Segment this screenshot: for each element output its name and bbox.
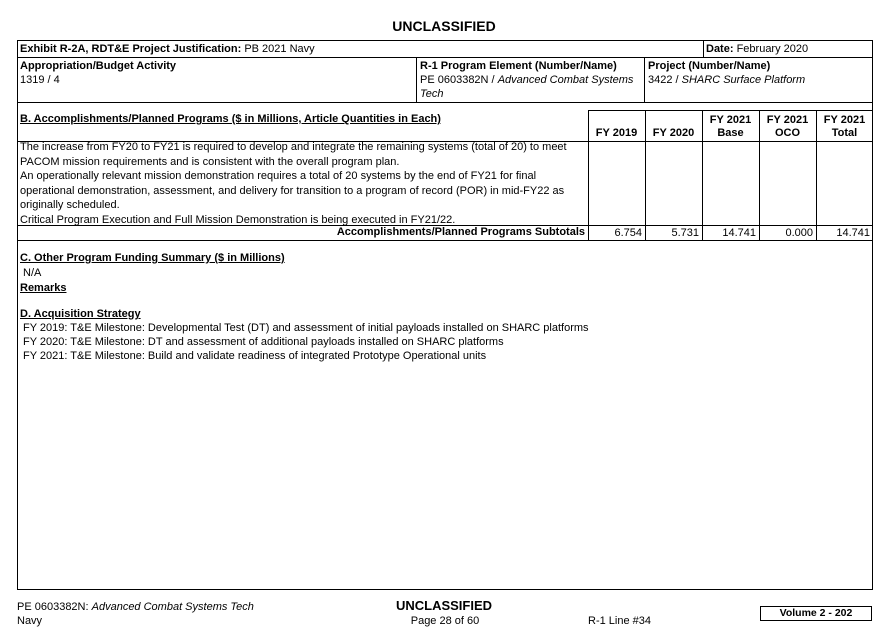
approp-value: 1319 / 4 (20, 74, 60, 86)
section-c-value: N/A (23, 267, 42, 279)
divider (17, 102, 873, 103)
col-header-fy2021-oco: FY 2021 OCO (766, 114, 809, 139)
project-name: SHARC Surface Platform (681, 74, 806, 86)
divider (17, 57, 873, 58)
project-number: 3422 / (648, 74, 679, 86)
r1-label: R-1 Program Element (Number/Name) (420, 60, 617, 72)
col-header-fy2021-base: FY 2021 Base (709, 114, 752, 139)
remarks-label: Remarks (20, 282, 67, 294)
r1-name: Advanced Combat Systems (497, 74, 634, 86)
date-value: February 2020 (736, 43, 809, 55)
section-b-title: B. Accomplishments/Planned Programs ($ in Millions, Article Quantities in Each) (20, 113, 441, 125)
r1-number: PE 0603382N / (420, 74, 495, 86)
exhibit-value: PB 2021 Navy (244, 43, 315, 55)
r1-value (420, 74, 633, 87)
approp-label: Appropriation/Budget Activity (20, 60, 177, 72)
project-value (648, 74, 805, 87)
divider (17, 240, 873, 241)
acquisition-line-fy2019: FY 2019: T&E Milestone: Developmental Test (DT) and assessment of initial payloads installed on SHARC platforms (23, 322, 589, 334)
footer-pe-name: Advanced Combat Systems Tech (91, 601, 254, 613)
divider (416, 57, 417, 102)
accomplishments-description: The increase from FY20 to FY21 is required to develop and integrate the remaining systems (total of 20) to meet PACOM mission requirements and is consistent with the overall program plan. An operationally relevant mission demonstration requires a total of 20 systems by the end of FY21 for final operational demonstration, assessment, and delivery for transition to a program of record (POR) in mid-FY22 as originally scheduled. Critical Program Execution and Full Mission Demonstration is being executed in FY21/22. (20, 141, 567, 226)
exhibit-label: Exhibit R-2A, RDT&E Project Justification: (20, 43, 242, 55)
date-label: Date: (706, 43, 734, 55)
col-header-fy2020: FY 2020 (652, 127, 695, 139)
divider (588, 110, 873, 111)
acquisition-line-fy2020: FY 2020: T&E Milestone: DT and assessment of additional payloads installed on SHARC platforms (23, 336, 504, 348)
project-label: Project (Number/Name) (648, 60, 771, 72)
subtotal-fy2019: 6.754 (614, 227, 642, 239)
col-header-fy2019: FY 2019 (595, 127, 638, 139)
footer-org: Navy (17, 615, 43, 627)
section-c-title: C. Other Program Funding Summary ($ in Millions) (20, 252, 285, 264)
subtotal-fy2021-base: 14.741 (722, 227, 756, 239)
section-d-title: D. Acquisition Strategy (20, 308, 141, 320)
footer-r1-line: R-1 Line #34 (588, 615, 651, 627)
subtotal-label: Accomplishments/Planned Programs Subtotals (336, 226, 585, 238)
footer-pe-number: PE 0603382N: (17, 601, 89, 613)
subtotal-fy2020: 5.731 (671, 227, 699, 239)
date-field (706, 43, 808, 56)
acquisition-line-fy2021: FY 2021: T&E Milestone: Build and validate readiness of integrated Prototype Operational units (23, 350, 487, 362)
classification-banner-top: UNCLASSIFIED (392, 18, 496, 34)
divider (703, 40, 704, 57)
footer-page-number: Page 28 of 60 (410, 615, 480, 627)
subtotal-fy2021-oco: 0.000 (785, 227, 813, 239)
subtotal-fy2021-total: 14.741 (836, 227, 870, 239)
divider (644, 57, 645, 102)
r1-name-line2: Tech (420, 88, 444, 100)
footer-volume-box: Volume 2 - 202 (760, 606, 872, 621)
exhibit-title (20, 43, 315, 56)
col-header-fy2021-total: FY 2021 Total (823, 114, 866, 139)
classification-banner-bottom: UNCLASSIFIED (395, 598, 493, 613)
